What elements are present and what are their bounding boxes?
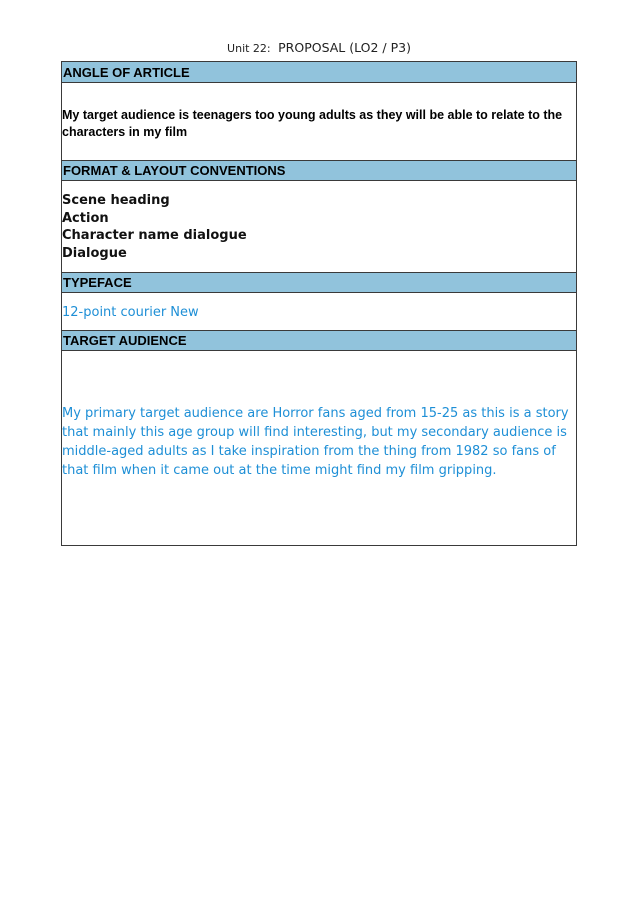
page-header bbox=[0, 40, 638, 55]
format-item: Scene heading bbox=[62, 193, 170, 208]
format-item: Character name dialogue bbox=[62, 228, 247, 243]
angle-heading bbox=[62, 62, 576, 82]
typeface-cell bbox=[62, 292, 576, 330]
format-list bbox=[62, 192, 247, 262]
angle-body: My target audience is teenagers too young adults as they will be able to relate to the characters in my film bbox=[62, 108, 563, 139]
audience-heading bbox=[62, 330, 576, 350]
format-item: Action bbox=[62, 210, 109, 226]
typeface-body: 12-point courier New bbox=[62, 305, 199, 320]
unit-label: Unit 22: bbox=[227, 42, 271, 55]
angle-cell bbox=[62, 82, 576, 160]
typeface-heading-text: TYPEFACE bbox=[63, 275, 132, 290]
audience-cell bbox=[62, 350, 576, 545]
audience-heading-text: TARGET AUDIENCE bbox=[63, 333, 187, 348]
format-item: Dialogue bbox=[62, 245, 127, 261]
page-title: PROPOSAL (LO2 / P3) bbox=[278, 40, 411, 55]
audience-body: My primary target audience are Horror fans aged from 15-25 as this is a story that mainly this age group will find interesting, but my secondary audience is middle-aged adults as I take inspiration from the thing from 1982 so fans of that film when it came out at the time might find my film gripping. bbox=[62, 406, 569, 478]
format-heading-text: FORMAT & LAYOUT CONVENTIONS bbox=[63, 163, 286, 178]
typeface-heading bbox=[62, 272, 576, 292]
format-cell bbox=[62, 180, 576, 272]
proposal-table bbox=[61, 61, 577, 546]
format-heading bbox=[62, 160, 576, 180]
angle-heading-text: ANGLE OF ARTICLE bbox=[63, 64, 190, 80]
